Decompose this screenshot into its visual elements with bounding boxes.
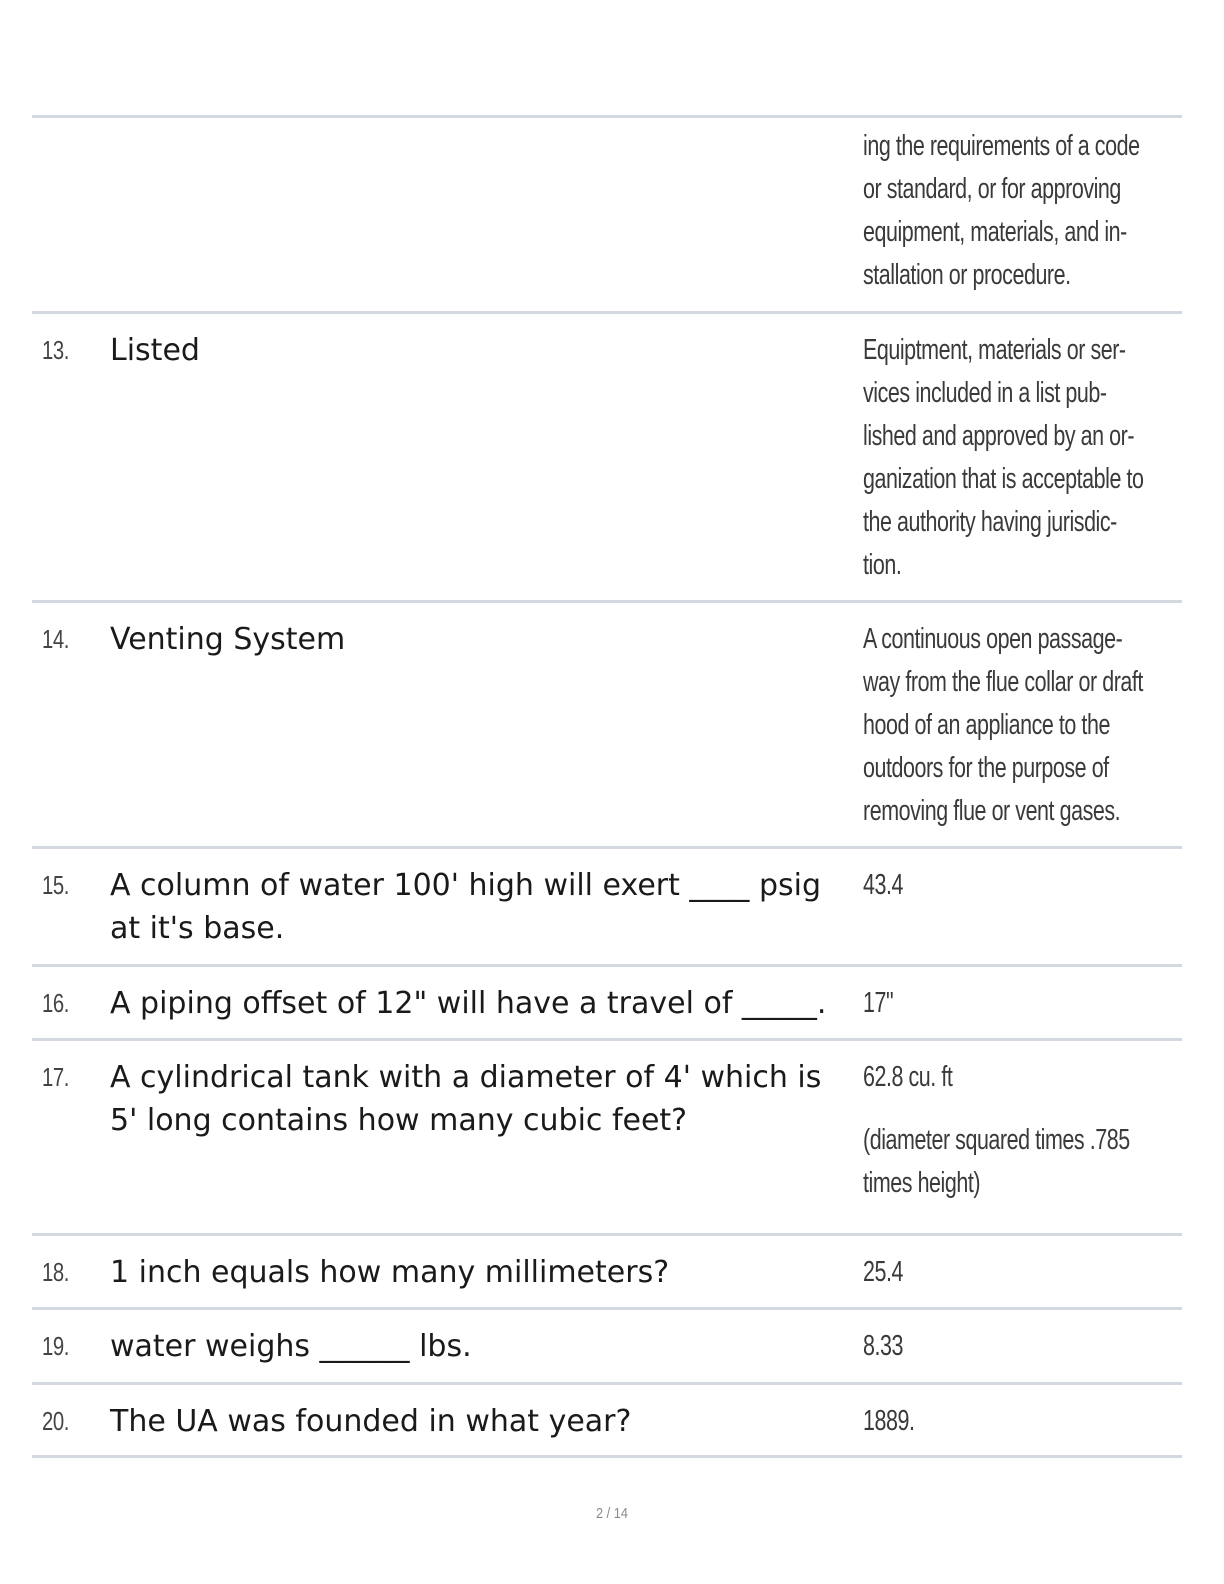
table-row bbox=[32, 115, 1182, 311]
answer-spacer bbox=[863, 1099, 1174, 1119]
answer-cell bbox=[863, 982, 1174, 1025]
table-row bbox=[32, 846, 1182, 964]
definition-cell bbox=[863, 125, 1174, 297]
item-number: 17. bbox=[42, 1062, 70, 1092]
table-row bbox=[32, 964, 1182, 1038]
answer-note-line: times height) bbox=[863, 1167, 981, 1199]
definition-line: equipment, materials, and in- bbox=[863, 216, 1127, 248]
definition-line: hood of an appliance to the bbox=[863, 709, 1110, 741]
definition-line: vices included in a list pub- bbox=[863, 377, 1107, 409]
definition-line: removing flue or vent gases. bbox=[863, 795, 1121, 827]
question-cell: A piping offset of 12" will have a travel of _____. bbox=[110, 986, 827, 1021]
definition-line: ing the requirements of a code bbox=[863, 130, 1140, 162]
question-cell: 1 inch equals how many millimeters? bbox=[110, 1255, 670, 1290]
page-number: 2 / 14 bbox=[596, 1505, 628, 1522]
definition-line: Equiptment, materials or ser- bbox=[863, 334, 1126, 366]
table-row bbox=[32, 311, 1182, 600]
table-row bbox=[32, 1233, 1182, 1307]
flashcard-table bbox=[32, 115, 1182, 1458]
answer-line: 8.33 bbox=[863, 1330, 903, 1362]
answer-cell bbox=[863, 1056, 1174, 1205]
item-number: 15. bbox=[42, 870, 70, 900]
definition-line: outdoors for the purpose of bbox=[863, 752, 1109, 784]
item-number: 13. bbox=[42, 335, 70, 365]
definition-cell bbox=[863, 618, 1174, 833]
definition-line: way from the flue collar or draft bbox=[863, 666, 1143, 698]
definition-line: lished and approved by an or- bbox=[863, 420, 1135, 452]
table-row bbox=[32, 1382, 1182, 1458]
answer-line: 25.4 bbox=[863, 1256, 903, 1288]
answer-note-line: (diameter squared times .785 bbox=[863, 1124, 1130, 1156]
answer-cell bbox=[863, 1251, 1174, 1294]
answer-line: 43.4 bbox=[863, 869, 903, 901]
answer-cell bbox=[863, 1400, 1174, 1443]
table-row bbox=[32, 600, 1182, 846]
definition-line: ganization that is acceptable to bbox=[863, 463, 1144, 495]
definition-line: A continuous open passage- bbox=[863, 623, 1123, 655]
item-number: 14. bbox=[42, 624, 70, 654]
item-number: 16. bbox=[42, 988, 70, 1018]
term-cell: Venting System bbox=[110, 622, 346, 657]
answer-line: 62.8 cu. ft bbox=[863, 1061, 953, 1093]
answer-line: 1889. bbox=[863, 1405, 915, 1437]
definition-line: or standard, or for approving bbox=[863, 173, 1121, 205]
answer-cell bbox=[863, 864, 1174, 907]
item-number: 18. bbox=[42, 1257, 70, 1287]
question-cell: A column of water 100' high will exert ____ psig at it's base. bbox=[110, 868, 831, 946]
answer-cell bbox=[863, 1325, 1174, 1368]
definition-line: tion. bbox=[863, 549, 902, 581]
definition-line: stallation or procedure. bbox=[863, 259, 1071, 291]
question-cell: The UA was founded in what year? bbox=[110, 1404, 632, 1439]
table-row bbox=[32, 1307, 1182, 1382]
answer-line: 17" bbox=[863, 987, 894, 1019]
definition-cell bbox=[863, 329, 1174, 587]
question-cell: water weighs ______ lbs. bbox=[110, 1329, 472, 1364]
term-cell: Listed bbox=[110, 333, 200, 368]
question-cell: A cylindrical tank with a diameter of 4' which is 5' long contains how many cubic feet? bbox=[110, 1060, 831, 1138]
item-number: 20. bbox=[42, 1406, 70, 1436]
table-row bbox=[32, 1038, 1182, 1233]
item-number: 19. bbox=[42, 1331, 70, 1361]
definition-line: the authority having jurisdic- bbox=[863, 506, 1117, 538]
